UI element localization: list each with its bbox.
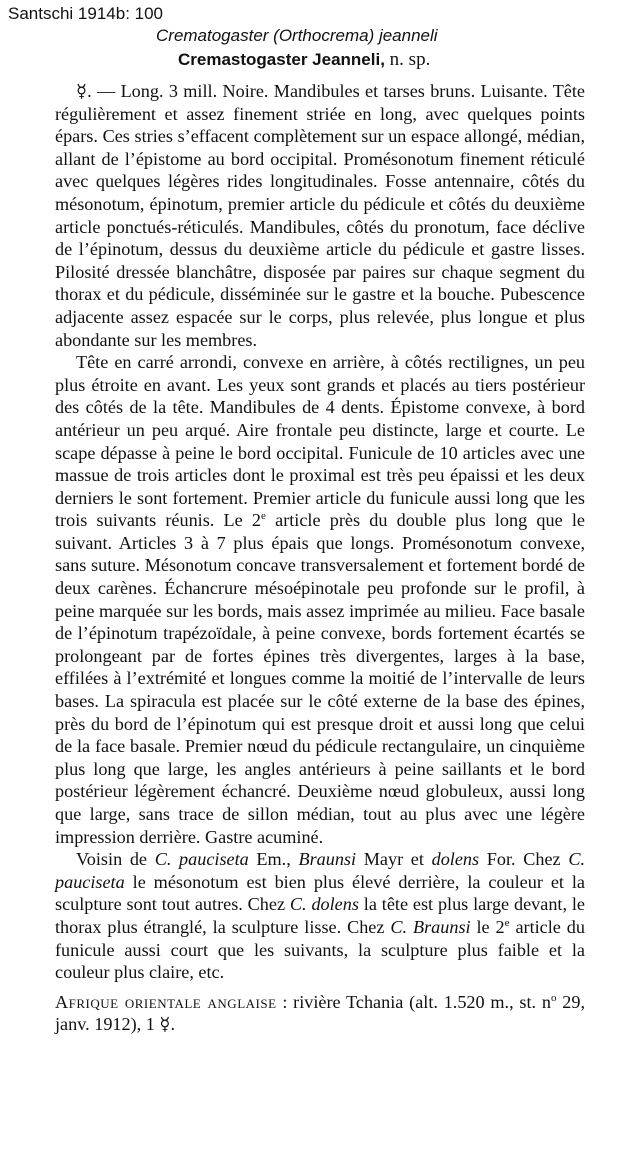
paragraph-worker-description: ☿. — Long. 3 mill. Noire. Mandibules et tarses bruns. Luisante. Tête régulièrement et assez finement striée en long, avec quelques points épars. Ces stries s’effacent complètement sur un espace allongé, médian, allant de l’épistome au bord occipital. Promésonotum finement réticulé avec quelques légères rides longitudinales. Fosse antennaire, côtés du mésonotum, épinotum, premier article du pédicule et côtés du deuxième article ponctués-réticulés. Mandibules, côtés du pronotum, face déclive de l’épinotum, dessus du deuxième article du pédicule et gastre lisses. Pilosité dressée blanchâtre, disposée par paires sur chaque segment du thorax et du pédicule, disséminée sur le gastre et la bouche. Pubescence adjacente assez espacée sur le corps, plus relevée, plus longue et plus abondante sur les membres. (55, 81, 585, 350)
description-body (55, 80, 585, 1036)
species-name: Cremastogaster Jeanneli, (178, 50, 385, 69)
species-title (178, 49, 618, 71)
text-run: Em., (248, 849, 299, 870)
text-run: article du funicule aussi court que les suivants, la sculpture plus faible et la couleur plus claire, etc. (55, 916, 585, 983)
species-ref: dolens (431, 849, 480, 870)
text-run: article près du double plus long que le suivant. Articles 3 à 7 plus épais que longs. Promésonotum convexe, sans suture. Mésonotum concave transversalement et fortement bordé de deux carènes. Échancrure mésoépinotale peu profonde sur le profil, à peine marquée sur les bords, mais assez imprimée au milieu. Face basale de l’épinotum trapézoïdale, à peine convexe, bords fortement écartés se prolongeant par de fortes épines très divergentes, larges à la base, effilées à l’extrémité et longues comme la moitié de l’intervalle de leurs bases. La spiracula est placée sur le côté externe de la base des épines, près du bord de l’épinotum qui est presque droit et aussi long que celui de la face basale. Premier nœud du pédicule rectangulaire, un cinquième plus long que large, les angles antérieurs à peine saillants et le bord postérieur légèrement échancré. Deuxième nœud globuleux, aussi long que large, sans trace de sillon médian, tout au plus avec une légère impression derrière. Gastre acuminé. (55, 510, 585, 847)
paragraph-locality (55, 991, 585, 1036)
text-run: For. Chez (479, 849, 569, 870)
text-run: le mésonotum est bien plus élevé derrière, la couleur et la sculpture sont tout autres. Chez (55, 871, 585, 915)
text-run: la tête est plus large devant, le thorax plus étranglé, la sculpture lisse. Chez (55, 894, 585, 937)
species-ref: C. pauciseta (55, 849, 585, 892)
text-run: Mayr et (356, 849, 432, 870)
text-run: : rivière Tchania (alt. 1.520 m., st. n (276, 991, 551, 1012)
taxon-heading: Crematogaster (Orthocrema) jeanneli (156, 26, 438, 45)
paragraph-morphology (55, 351, 585, 848)
text-run: le 2 (470, 916, 505, 937)
text-run: Tête en carré arrondi, convexe en arrière, à côtés rectilignes, un peu plus étroite en avant. Les yeux sont grands et placés au tiers postérieur des côtés de la tête. Mandibules de 4 dents. Épistome convexe, à bord antérieur un peu arqué. Aire frontale peu distincte, large et courte. Le scape dépasse à peine le bord occipital. Funicule de 10 articles avec une massue de trois articles dont le proximal est très peu épaissi et les deux derniers le sont fortement. Premier article du funicule aussi long que les trois suivants réunis. Le 2 (55, 352, 585, 531)
citation-label: Santschi 1914b: 100 (8, 4, 164, 23)
species-suffix: n. sp. (384, 49, 431, 70)
species-ref: C. dolens (289, 894, 359, 915)
species-ref: C. Braunsi (390, 916, 471, 937)
text-run: Voisin de (76, 849, 155, 870)
superscript: e (504, 916, 510, 929)
text-run: 29, janv. 1912), 1 ☿. (55, 991, 585, 1035)
paragraph-comparison (55, 848, 585, 984)
species-ref: Braunsi (298, 849, 357, 870)
superscript: o (550, 991, 557, 1004)
species-ref: C. pauciseta (154, 849, 249, 870)
locality-region: Afrique orientale anglaise (55, 991, 277, 1012)
superscript: e (261, 510, 266, 523)
